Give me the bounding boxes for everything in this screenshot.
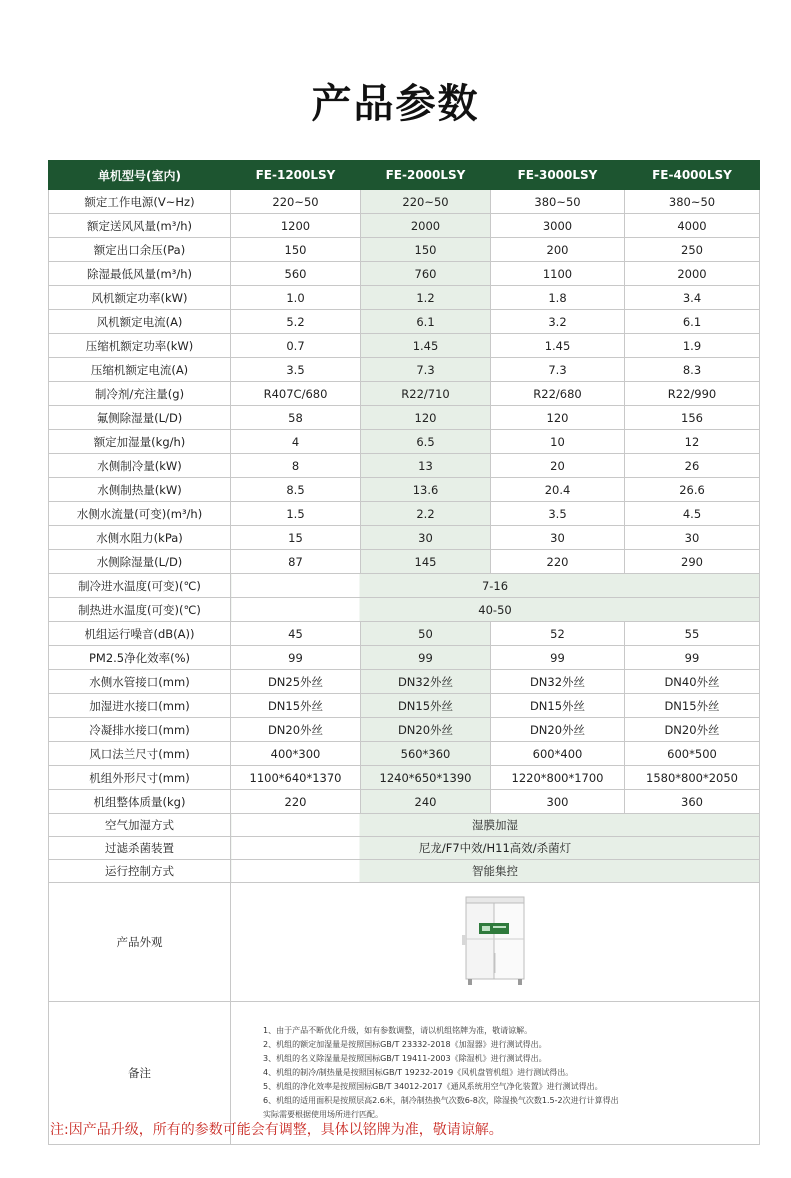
table-cell: 13 [361,454,491,478]
table-cell: 290 [625,550,760,574]
row-label: 风口法兰尺寸(mm) [49,742,231,766]
table-cell: 2000 [625,262,760,286]
table-cell: 145 [361,550,491,574]
table-cell: 1220*800*1700 [491,766,625,790]
row-label: 制热进水温度(可变)(℃) [49,598,231,622]
row-label: 机组运行噪音(dB(A)) [49,622,231,646]
table-row [49,478,760,502]
table-cell: 1.2 [361,286,491,310]
table-cell: 300 [491,790,625,814]
table-cell: 5.2 [231,310,361,334]
table-cell: 99 [361,646,491,670]
page-title: 产品参数 [311,81,480,127]
table-cell: 2000 [361,214,491,238]
table-cell: 1.45 [491,334,625,358]
table-cell: 1.45 [361,334,491,358]
table-cell: 12 [625,430,760,454]
table-cell: DN40外丝 [625,670,760,694]
appearance-cell [231,883,760,1002]
row-label: 水侧制冷量(kW) [49,454,231,478]
table-cell: 220 [491,550,625,574]
table-cell: 6.1 [361,310,491,334]
table-cell: 4000 [625,214,760,238]
table-row [49,286,760,310]
table-cell: DN15外丝 [491,694,625,718]
merged-cell: 湿膜加湿 [231,814,760,837]
table-row [49,718,760,742]
table-cell: 1100*640*1370 [231,766,361,790]
merged-row [49,814,760,837]
table-cell: 26.6 [625,478,760,502]
row-label: 额定加湿量(kg/h) [49,430,231,454]
row-label: 水侧除湿量(L/D) [49,550,231,574]
row-label: 制冷剂/充注量(g) [49,382,231,406]
row-label: PM2.5净化效率(%) [49,646,231,670]
table-cell: 15 [231,526,361,550]
table-cell: 3.2 [491,310,625,334]
table-row [49,694,760,718]
table-cell: DN32外丝 [361,670,491,694]
table-cell: 1.0 [231,286,361,310]
row-label: 风机额定功率(kW) [49,286,231,310]
table-cell: 8.3 [625,358,760,382]
table-cell: 8.5 [231,478,361,502]
table-cell: 1240*650*1390 [361,766,491,790]
table-row [49,670,760,694]
table-cell: R22/990 [625,382,760,406]
table-row [49,358,760,382]
merged-row [49,574,760,598]
table-cell: DN20外丝 [491,718,625,742]
table-cell: 6.5 [361,430,491,454]
row-label: 压缩机额定电流(A) [49,358,231,382]
table-cell: 2.2 [361,502,491,526]
table-cell: 58 [231,406,361,430]
table-row [49,742,760,766]
table-cell: DN20外丝 [625,718,760,742]
row-label: 运行控制方式 [49,860,231,883]
row-label: 额定送风风量(m³/h) [49,214,231,238]
table-cell: 1.9 [625,334,760,358]
table-cell: DN15外丝 [361,694,491,718]
row-label: 加湿进水接口(mm) [49,694,231,718]
table-cell: 8 [231,454,361,478]
table-cell: 250 [625,238,760,262]
table-cell: DN15外丝 [231,694,361,718]
row-label: 过滤杀菌装置 [49,837,231,860]
merged-cell: 7-16 [231,574,760,598]
table-cell: 6.1 [625,310,760,334]
air-handling-unit-icon [462,895,528,990]
row-label: 水侧水管接口(mm) [49,670,231,694]
row-label: 额定工作电源(V~Hz) [49,190,231,214]
merged-cell: 40-50 [231,598,760,622]
table-row [49,766,760,790]
row-label: 额定出口余压(Pa) [49,238,231,262]
table-cell: R22/710 [361,382,491,406]
table-cell: 1.8 [491,286,625,310]
table-row [49,454,760,478]
table-cell: 380~50 [625,190,760,214]
row-label: 空气加湿方式 [49,814,231,837]
table-cell: 20 [491,454,625,478]
row-label: 机组外形尺寸(mm) [49,766,231,790]
table-cell: 3.5 [491,502,625,526]
spec-table [48,160,760,1145]
table-header-row [49,161,760,190]
header-cell: FE-3000LSY [491,161,625,190]
table-cell: 120 [491,406,625,430]
table-row [49,310,760,334]
header-cell: FE-1200LSY [231,161,361,190]
table-cell: 560*360 [361,742,491,766]
note-item: 实际需要根据使用场所进行匹配。 [263,1110,383,1119]
table-cell: 560 [231,262,361,286]
table-cell: 600*500 [625,742,760,766]
table-cell: 4 [231,430,361,454]
notes-label: 备注 [49,1002,231,1145]
table-row [49,334,760,358]
table-row [49,262,760,286]
table-cell: 99 [625,646,760,670]
table-row [49,238,760,262]
table-row [49,790,760,814]
table-row [49,646,760,670]
table-cell: 360 [625,790,760,814]
table-cell: 600*400 [491,742,625,766]
footer-disclaimer: 注:因产品升级，所有的参数可能会有调整，具体以铭牌为准，敬请谅解。 [50,1122,503,1138]
table-cell: 45 [231,622,361,646]
table-cell: 7.3 [361,358,491,382]
table-cell: 50 [361,622,491,646]
table-cell: 87 [231,550,361,574]
table-cell: 99 [231,646,361,670]
table-cell: 156 [625,406,760,430]
header-cell: 单机型号(室内) [49,161,231,190]
merged-cell: 尼龙/F7中效/H11高效/杀菌灯 [231,837,760,860]
table-row [49,526,760,550]
table-cell: DN32外丝 [491,670,625,694]
table-cell: 760 [361,262,491,286]
table-cell: 26 [625,454,760,478]
table-cell: DN20外丝 [361,718,491,742]
table-cell: 0.7 [231,334,361,358]
table-cell: 20.4 [491,478,625,502]
table-cell: DN25外丝 [231,670,361,694]
row-label: 冷凝排水接口(mm) [49,718,231,742]
appearance-row [49,883,760,1002]
table-cell: 1.5 [231,502,361,526]
table-cell: 52 [491,622,625,646]
table-cell: 400*300 [231,742,361,766]
table-cell: 13.6 [361,478,491,502]
table-cell: 4.5 [625,502,760,526]
notes-list [231,1024,759,1122]
table-cell: 1100 [491,262,625,286]
table-cell: 7.3 [491,358,625,382]
note-item: 4、机组的制冷/制热量是按照国标GB/T 19232-2019《风机盘管机组》进行测试得出。 [263,1068,574,1077]
table-cell: 3000 [491,214,625,238]
row-label: 制冷进水温度(可变)(℃) [49,574,231,598]
table-row [49,382,760,406]
table-cell: 30 [491,526,625,550]
appearance-label: 产品外观 [49,883,231,1002]
table-cell: 3.5 [231,358,361,382]
table-cell: 220 [231,790,361,814]
merged-row [49,860,760,883]
table-row [49,214,760,238]
table-cell: 30 [625,526,760,550]
merged-row [49,598,760,622]
table-cell: 380~50 [491,190,625,214]
table-cell: 1580*800*2050 [625,766,760,790]
table-row [49,502,760,526]
table-row [49,550,760,574]
table-cell: 1200 [231,214,361,238]
table-cell: 240 [361,790,491,814]
row-label: 风机额定电流(A) [49,310,231,334]
table-row [49,622,760,646]
table-cell: 220~50 [231,190,361,214]
row-label: 水侧水流量(可变)(m³/h) [49,502,231,526]
header-cell: FE-4000LSY [625,161,760,190]
merged-cell: 智能集控 [231,860,760,883]
note-item: 5、机组的净化效率是按照国标GB/T 34012-2017《通风系统用空气净化装置》进行测试得出。 [263,1082,603,1091]
table-cell: 150 [361,238,491,262]
table-cell: 3.4 [625,286,760,310]
table-cell: 120 [361,406,491,430]
note-item: 3、机组的名义除湿量是按照国标GB/T 19411-2003《除湿机》进行测试得出。 [263,1054,547,1063]
table-cell: 55 [625,622,760,646]
table-cell: R22/680 [491,382,625,406]
table-cell: 99 [491,646,625,670]
note-item: 6、机组的适用面积是按照层高2.6米，制冷制热换气次数6-8次，除湿换气次数1.5-2次进行计算得出 [263,1096,619,1105]
table-row [49,190,760,214]
merged-row [49,837,760,860]
table-cell: R407C/680 [231,382,361,406]
table-row [49,406,760,430]
row-label: 机组整体质量(kg) [49,790,231,814]
row-label: 氟侧除湿量(L/D) [49,406,231,430]
note-item: 2、机组的额定加湿量是按照国标GB/T 23332-2018《加湿器》进行测试得出。 [263,1040,547,1049]
table-row [49,430,760,454]
row-label: 水侧水阻力(kPa) [49,526,231,550]
table-cell: 150 [231,238,361,262]
header-cell: FE-2000LSY [361,161,491,190]
row-label: 水侧制热量(kW) [49,478,231,502]
row-label: 除湿最低风量(m³/h) [49,262,231,286]
table-cell: 10 [491,430,625,454]
table-cell: DN20外丝 [231,718,361,742]
table-cell: 30 [361,526,491,550]
row-label: 压缩机额定功率(kW) [49,334,231,358]
table-cell: DN15外丝 [625,694,760,718]
table-cell: 220~50 [361,190,491,214]
table-cell: 200 [491,238,625,262]
note-item: 1、由于产品不断优化升级，如有参数调整，请以机组铭牌为准，敬请谅解。 [263,1026,533,1035]
